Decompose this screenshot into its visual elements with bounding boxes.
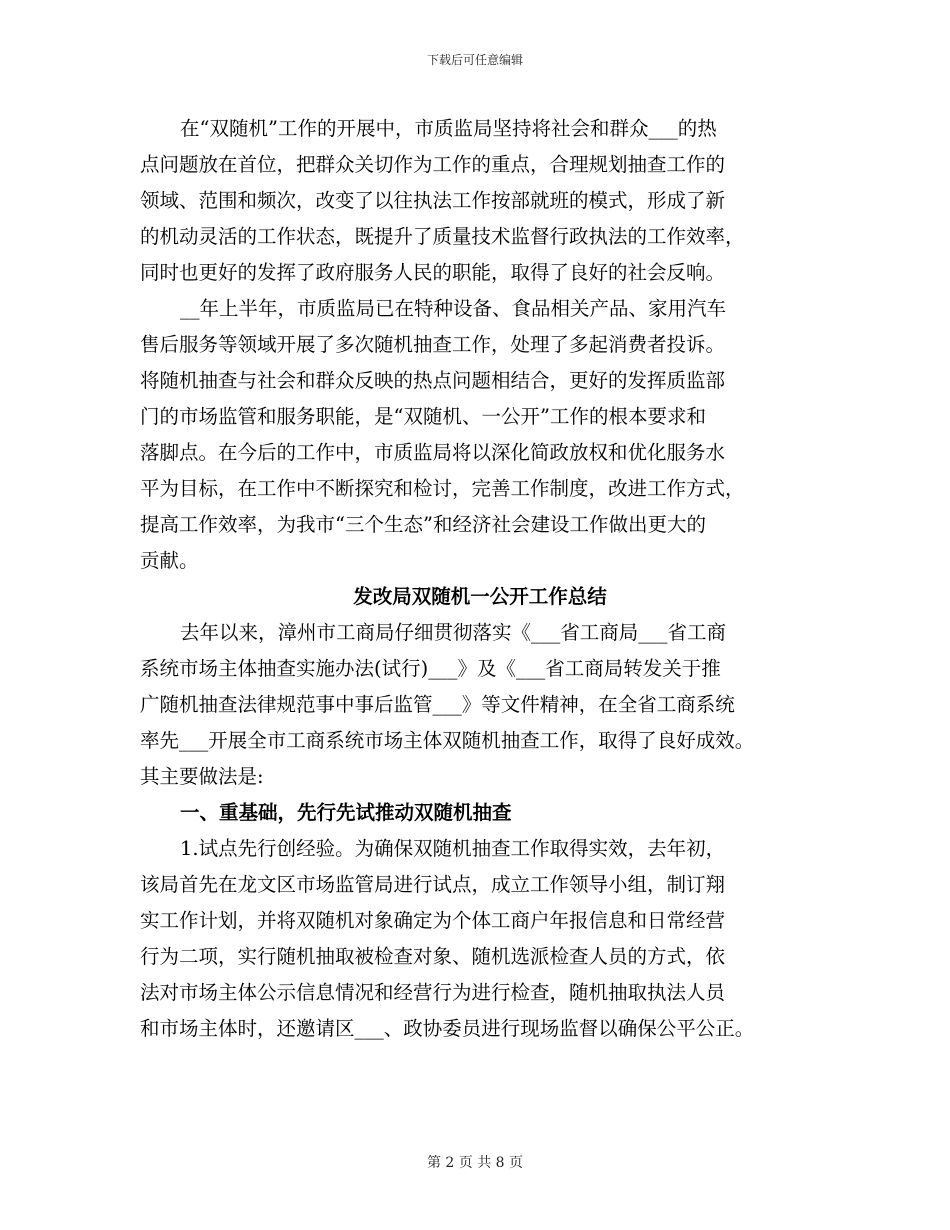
page-footer: 第 2 页 共 8 页: [426, 1155, 524, 1171]
text-line: 广随机抽查法律规范事中事后监管___》等文件精神，在全省工商系统: [140, 693, 735, 716]
text-line: 系统市场主体抽查实施办法(试行)___》及《___省工商局转发关于推: [140, 657, 721, 680]
text-line: 同时也更好的发挥了政府服务人民的职能，取得了良好的社会反响。: [140, 261, 726, 284]
text-line: __年上半年，市质监局已在特种设备、食品相关产品、家用汽车: [180, 297, 727, 320]
text-line: 其主要做法是:: [140, 765, 264, 788]
text-line: 领域、范围和频次，改变了以往执法工作按部就班的模式，形成了新: [140, 189, 726, 212]
text-line: 门的市场监管和服务职能，是“双随机、一公开”工作的根本要求和: [140, 405, 706, 428]
text-line: 在“双随机”工作的开展中，市质监局坚持将社会和群众___的热: [180, 117, 717, 140]
text-line: 率先___开展全市工商系统市场主体双随机抽查工作，取得了良好成效。: [140, 729, 755, 752]
text-line: 提高工作效率，为我市“三个生态”和经济社会建设工作做出更大的: [140, 513, 706, 536]
text-line: 将随机抽查与社会和群众反映的热点问题相结合，更好的发挥质监部: [140, 369, 726, 392]
text-line: 售后服务等领域开展了多次随机抽查工作，处理了多起消费者投诉。: [140, 333, 726, 356]
text-line: 贡献。: [140, 549, 199, 572]
text-line: 的机动灵活的工作状态，既提升了质量技术监督行政执法的工作效率，: [140, 225, 745, 248]
text-line: 点问题放在首位，把群众关切作为工作的重点，合理规划抽查工作的: [140, 153, 726, 176]
text-line: 和市场主体时，还邀请区___、政协委员进行现场监督以确保公平公正。: [140, 1017, 755, 1040]
text-line: 落脚点。在今后的工作中，市质监局将以深化简政放权和优化服务水: [140, 441, 726, 464]
text-line: 实工作计划，并将双随机对象确定为个体工商户年报信息和日常经营: [140, 909, 726, 932]
text-line: 去年以来，漳州市工商局仔细贯彻落实《___省工商局___省工商: [180, 621, 727, 644]
subsection-heading: 一、重基础，先行先试推动双随机抽查: [180, 801, 512, 824]
document-body: [140, 111, 820, 1047]
section-title: 发改局双随机一公开工作总结: [353, 585, 607, 608]
text-line: 该局首先在龙文区市场监管局进行试点，成立工作领导小组，制订翔: [140, 873, 726, 896]
text-line: 平为目标，在工作中不断探究和检讨，完善工作制度，改进工作方式，: [140, 477, 745, 500]
text-line: 法对市场主体公示信息情况和经营行为进行检查，随机抽取执法人员: [140, 981, 726, 1004]
text-line: 1.试点先行创经验。为确保双随机抽查工作取得实效，去年初，: [180, 837, 726, 860]
text-line: 行为二项，实行随机抽取被检查对象、随机选派检查人员的方式，依: [140, 945, 726, 968]
page-header: 下载后可任意编辑: [426, 53, 523, 67]
